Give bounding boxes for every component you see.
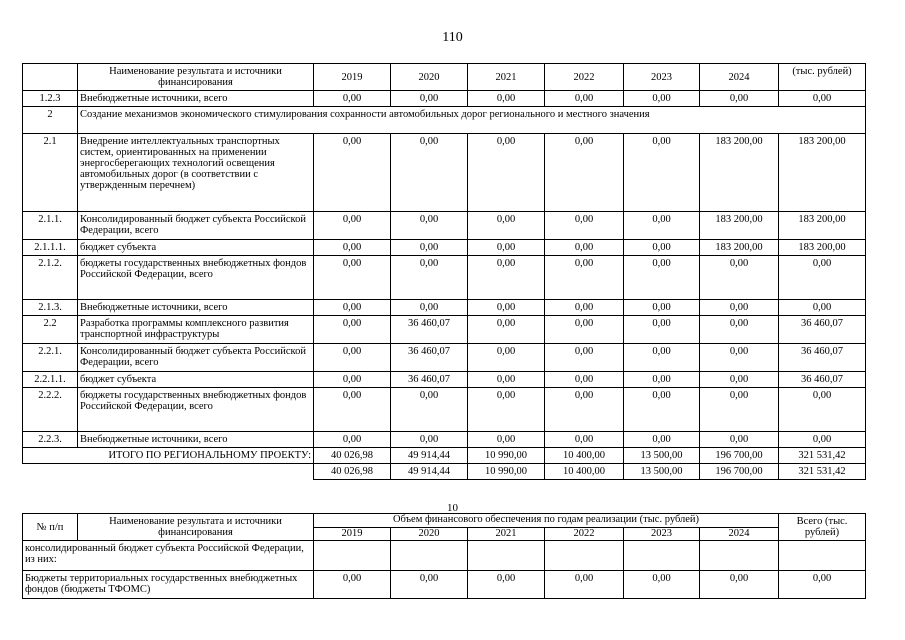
value-cell: 0,00 — [314, 388, 391, 432]
value-cell: 0,00 — [624, 388, 700, 432]
value-cell: 0,00 — [700, 91, 779, 107]
value-cell: 0,00 — [545, 134, 624, 212]
value-cell: 0,00 — [391, 91, 468, 107]
header-year-cell: 2021 — [468, 64, 545, 91]
header-year-cell: 2020 — [391, 64, 468, 91]
row-name-cell: Бюджеты территориальных государственных внебюджетных фондов (бюджеты ТФОМС) — [23, 571, 314, 599]
value-cell: 0,00 — [624, 316, 700, 344]
value-cell: 0,00 — [700, 344, 779, 372]
header-name-cell: Наименование результата и источники финансирования — [78, 514, 314, 541]
value-cell: 0,00 — [700, 571, 779, 599]
value-cell: 183 200,00 — [700, 134, 779, 212]
total-value-cell: 13 500,00 — [624, 448, 700, 464]
value-cell: 0,00 — [391, 212, 468, 240]
value-cell — [468, 541, 545, 571]
total-value-cell: 40 026,98 — [314, 448, 391, 464]
total-row — [23, 448, 866, 464]
row-name-cell: бюджет субъекта — [78, 372, 314, 388]
value-cell — [700, 541, 779, 571]
value-cell: 0,00 — [314, 134, 391, 212]
value-cell: 0,00 — [468, 571, 545, 599]
header-year-cell: 2019 — [314, 527, 391, 541]
table-header-row — [23, 64, 866, 91]
value-cell: 0,00 — [545, 300, 624, 316]
value-cell: 0,00 — [779, 432, 866, 448]
row-name-cell: консолидированный бюджет субъекта Российской Федерации, из них: — [23, 541, 314, 571]
row-name-cell: Внебюджетные источники, всего — [78, 432, 314, 448]
value-cell: 0,00 — [314, 344, 391, 372]
value-cell: 0,00 — [468, 240, 545, 256]
total-row-repeat — [23, 464, 866, 480]
header-year-cell: 2023 — [624, 64, 700, 91]
value-cell: 0,00 — [391, 571, 468, 599]
value-cell: 36 460,07 — [779, 316, 866, 344]
value-cell: 36 460,07 — [391, 344, 468, 372]
row-number-cell: 2.1.2. — [23, 256, 78, 300]
table-row — [23, 432, 866, 448]
row-number-cell: 2.2.2. — [23, 388, 78, 432]
page-number: 110 — [442, 30, 463, 45]
value-cell: 0,00 — [468, 316, 545, 344]
value-cell: 0,00 — [545, 388, 624, 432]
value-cell: 0,00 — [545, 212, 624, 240]
table-row — [23, 344, 866, 372]
row-number-cell: 1.2.3 — [23, 91, 78, 107]
value-cell: 0,00 — [624, 344, 700, 372]
table-row — [23, 300, 866, 316]
total-value-cell: 321 531,42 — [779, 464, 866, 480]
value-cell: 0,00 — [314, 91, 391, 107]
value-cell: 0,00 — [391, 432, 468, 448]
value-cell: 0,00 — [314, 240, 391, 256]
header-num-cell: № п/п — [23, 514, 78, 541]
value-cell: 0,00 — [624, 432, 700, 448]
header-year-cell: 2021 — [468, 527, 545, 541]
total-value-cell: 10 400,00 — [545, 464, 624, 480]
value-cell: 0,00 — [468, 432, 545, 448]
value-cell: 0,00 — [624, 256, 700, 300]
value-cell: 0,00 — [624, 240, 700, 256]
total-value-cell: 49 914,44 — [391, 464, 468, 480]
total-value-cell: 10 990,00 — [468, 464, 545, 480]
value-cell: 183 200,00 — [700, 212, 779, 240]
table-row — [23, 256, 866, 300]
value-cell: 0,00 — [314, 316, 391, 344]
financing-table-main — [22, 63, 866, 480]
value-cell — [779, 541, 866, 571]
header-group-cell: Объем финансового обеспечения по годам реализации (тыс. рублей) — [314, 514, 779, 528]
value-cell: 0,00 — [468, 134, 545, 212]
row-name-cell: бюджеты государственных внебюджетных фондов Российской Федерации, всего — [78, 256, 314, 300]
value-cell: 0,00 — [468, 212, 545, 240]
value-cell: 0,00 — [545, 256, 624, 300]
value-cell: 0,00 — [314, 212, 391, 240]
value-cell: 183 200,00 — [779, 134, 866, 212]
value-cell: 0,00 — [700, 256, 779, 300]
value-cell: 0,00 — [545, 372, 624, 388]
row-name-cell: Внебюджетные источники, всего — [78, 300, 314, 316]
row-number-cell: 2 — [23, 107, 78, 134]
value-cell: 0,00 — [545, 344, 624, 372]
value-cell: 0,00 — [468, 300, 545, 316]
value-cell: 36 460,07 — [779, 372, 866, 388]
total-value-cell: 40 026,98 — [314, 464, 391, 480]
value-cell: 0,00 — [624, 571, 700, 599]
value-cell: 0,00 — [314, 432, 391, 448]
table-row — [23, 91, 866, 107]
value-cell: 0,00 — [314, 300, 391, 316]
row-number-cell: 2.2.1.1. — [23, 372, 78, 388]
section-title-cell: Создание механизмов экономического стимулирования сохранности автомобильных дорог регионального и местного значения — [78, 107, 866, 134]
row-number-cell: 2.1.3. — [23, 300, 78, 316]
value-cell: 0,00 — [391, 240, 468, 256]
value-cell: 0,00 — [779, 91, 866, 107]
row-name-cell: Консолидированный бюджет субъекта Российской Федерации, всего — [78, 344, 314, 372]
total-value-cell: 196 700,00 — [700, 448, 779, 464]
header-year-cell: 2022 — [545, 527, 624, 541]
table2-header-row — [23, 514, 866, 528]
row-number-cell: 2.1.1. — [23, 212, 78, 240]
table-row — [23, 372, 866, 388]
value-cell: 0,00 — [779, 388, 866, 432]
section-number: 10 — [447, 502, 458, 514]
value-cell: 0,00 — [391, 300, 468, 316]
value-cell: 0,00 — [779, 256, 866, 300]
header-year-cell: 2023 — [624, 527, 700, 541]
table-row — [23, 388, 866, 432]
table-row — [23, 134, 866, 212]
value-cell — [545, 541, 624, 571]
row-number-cell: 2.1.1.1. — [23, 240, 78, 256]
row-number-cell: 2.2.3. — [23, 432, 78, 448]
value-cell: 0,00 — [700, 300, 779, 316]
header-year-cell: 2024 — [700, 527, 779, 541]
value-cell: 0,00 — [391, 388, 468, 432]
row-name-cell: Внебюджетные источники, всего — [78, 91, 314, 107]
value-cell: 0,00 — [314, 372, 391, 388]
header-year-cell: 2020 — [391, 527, 468, 541]
value-cell: 0,00 — [545, 91, 624, 107]
value-cell: 36 460,07 — [391, 372, 468, 388]
table-row — [23, 541, 866, 571]
value-cell: 0,00 — [391, 134, 468, 212]
row-number-cell: 2.1 — [23, 134, 78, 212]
header-name-cell: Наименование результата и источники финансирования — [78, 64, 314, 91]
table-row — [23, 212, 866, 240]
value-cell: 0,00 — [624, 91, 700, 107]
value-cell: 36 460,07 — [391, 316, 468, 344]
header-unit-cell: (тыс. рублей) — [779, 64, 866, 91]
value-cell: 183 200,00 — [779, 240, 866, 256]
header-total-cell: Всего (тыс. рублей) — [779, 514, 866, 541]
value-cell: 0,00 — [700, 372, 779, 388]
total-label-cell: ИТОГО ПО РЕГИОНАЛЬНОМУ ПРОЕКТУ: — [23, 448, 314, 464]
value-cell: 0,00 — [545, 316, 624, 344]
row-number-cell: 2.2.1. — [23, 344, 78, 372]
total-value-cell: 13 500,00 — [624, 464, 700, 480]
value-cell — [314, 541, 391, 571]
header-year-cell: 2024 — [700, 64, 779, 91]
value-cell: 0,00 — [700, 388, 779, 432]
value-cell: 36 460,07 — [779, 344, 866, 372]
financing-table-secondary — [22, 513, 866, 599]
value-cell: 0,00 — [624, 372, 700, 388]
total-value-cell: 10 990,00 — [468, 448, 545, 464]
value-cell: 0,00 — [391, 256, 468, 300]
value-cell: 0,00 — [624, 300, 700, 316]
table-row — [23, 571, 866, 599]
total-value-cell: 10 400,00 — [545, 448, 624, 464]
value-cell — [624, 541, 700, 571]
total-value-cell: 321 531,42 — [779, 448, 866, 464]
value-cell: 0,00 — [700, 316, 779, 344]
value-cell: 183 200,00 — [700, 240, 779, 256]
row-name-cell: Внедрение интеллектуальных транспортных систем, ориентированных на применении энергосберегающих технологий освещения автомобильных дорог (в соответствии с утвержденным перечнем) — [78, 134, 314, 212]
header-year-cell: 2019 — [314, 64, 391, 91]
total-value-cell: 196 700,00 — [700, 464, 779, 480]
row-name-cell: Разработка программы комплексного развития транспортной инфраструктуры — [78, 316, 314, 344]
value-cell: 183 200,00 — [779, 212, 866, 240]
value-cell: 0,00 — [468, 256, 545, 300]
row-number-cell: 2.2 — [23, 316, 78, 344]
row-name-cell: бюджет субъекта — [78, 240, 314, 256]
table-row — [23, 107, 866, 134]
blank-cell — [23, 464, 314, 480]
value-cell: 0,00 — [468, 91, 545, 107]
value-cell: 0,00 — [468, 388, 545, 432]
value-cell — [391, 541, 468, 571]
header-num-cell — [23, 64, 78, 91]
value-cell: 0,00 — [624, 134, 700, 212]
value-cell: 0,00 — [545, 571, 624, 599]
value-cell: 0,00 — [468, 344, 545, 372]
total-value-cell: 49 914,44 — [391, 448, 468, 464]
row-name-cell: Консолидированный бюджет субъекта Российской Федерации, всего — [78, 212, 314, 240]
value-cell: 0,00 — [779, 571, 866, 599]
table-row — [23, 240, 866, 256]
value-cell: 0,00 — [545, 432, 624, 448]
value-cell: 0,00 — [468, 372, 545, 388]
value-cell: 0,00 — [314, 256, 391, 300]
header-year-cell: 2022 — [545, 64, 624, 91]
value-cell: 0,00 — [314, 571, 391, 599]
value-cell: 0,00 — [779, 300, 866, 316]
value-cell: 0,00 — [700, 432, 779, 448]
table-row — [23, 316, 866, 344]
value-cell: 0,00 — [624, 212, 700, 240]
row-name-cell: бюджеты государственных внебюджетных фондов Российской Федерации, всего — [78, 388, 314, 432]
value-cell: 0,00 — [545, 240, 624, 256]
